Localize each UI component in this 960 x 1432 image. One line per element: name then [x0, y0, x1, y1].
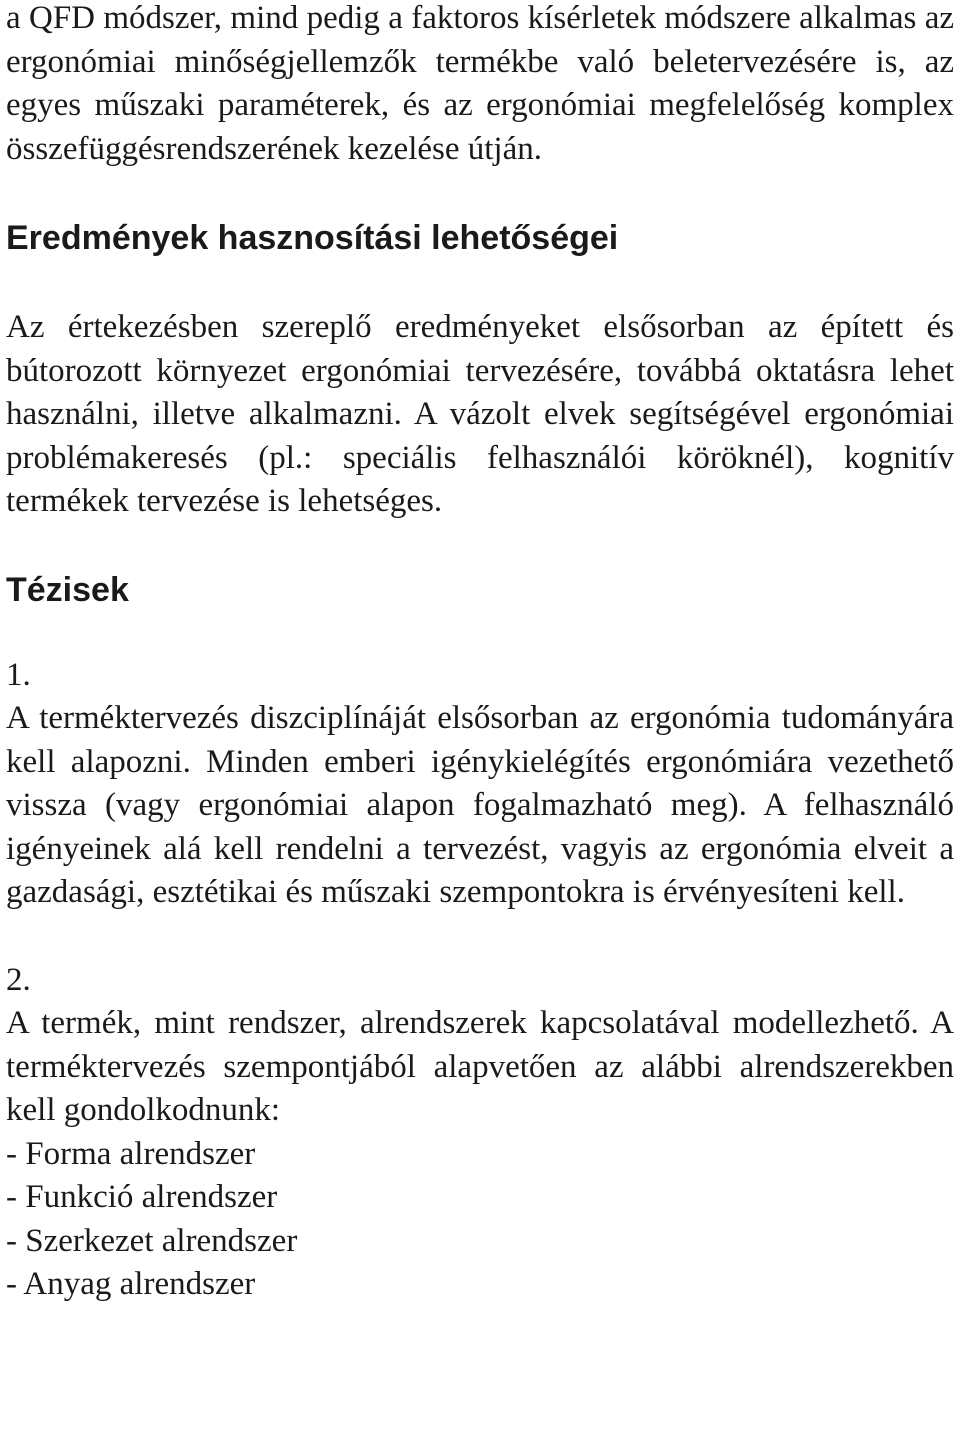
subsystem-list	[6, 1133, 954, 1307]
section-heading-theses: Tézisek	[6, 570, 129, 609]
results-paragraph: Az értekezésben szereplő eredményeket elsősorban az épített és bútorozott környezet ergonómiai tervezésére, továbbá oktatásra lehet használni, illetve alkalmazni. A vázolt elvek segítségével ergonómiai problémakeresés (pl.: speciális felhasználói köröknél), kognitív termékek tervezése is lehetséges.	[6, 309, 954, 519]
thesis-1-text: A terméktervezés diszciplínáját elsősorban az ergonómia tudományára kell alapozni. Minden emberi igénykielégítés ergonómiára vezethető vissza (vagy ergonómiai alapon fogalmazható meg). A felhasználó igényeinek alá kell rendelni a tervezést, vagyis az ergonómia elveit a gazdasági, esztétikai és műszaki szempontokra is érvényesíteni kell.	[6, 700, 954, 910]
thesis-2-text: A termék, mint rendszer, alrendszerek kapcsolatával modellezhető. A terméktervezés szempontjából alapvetően az alábbi alrendszerekben kell gondolkodnunk:	[6, 1005, 954, 1128]
intro-paragraph: a QFD módszer, mind pedig a faktoros kísérletek módszere alkalmas az ergonómiai minőségjellemzők termékbe való beletervezésére is, az egyes műszaki paraméterek, és az ergonómiai megfelelőség komplex összefüggésrendszerének kezelése útján.	[6, 0, 954, 167]
list-item: - Funkció alrendszer	[6, 1179, 278, 1215]
document-page	[6, 0, 954, 1307]
section-heading-results: Eredmények hasznosítási lehetőségei	[6, 219, 619, 257]
list-item: - Szerkezet alrendszer	[6, 1222, 298, 1259]
thesis-1-number: 1.	[6, 656, 31, 693]
list-item: - Forma alrendszer	[6, 1135, 256, 1172]
list-item: - Anyag alrendszer	[6, 1266, 256, 1302]
thesis-2-number: 2.	[6, 961, 31, 998]
